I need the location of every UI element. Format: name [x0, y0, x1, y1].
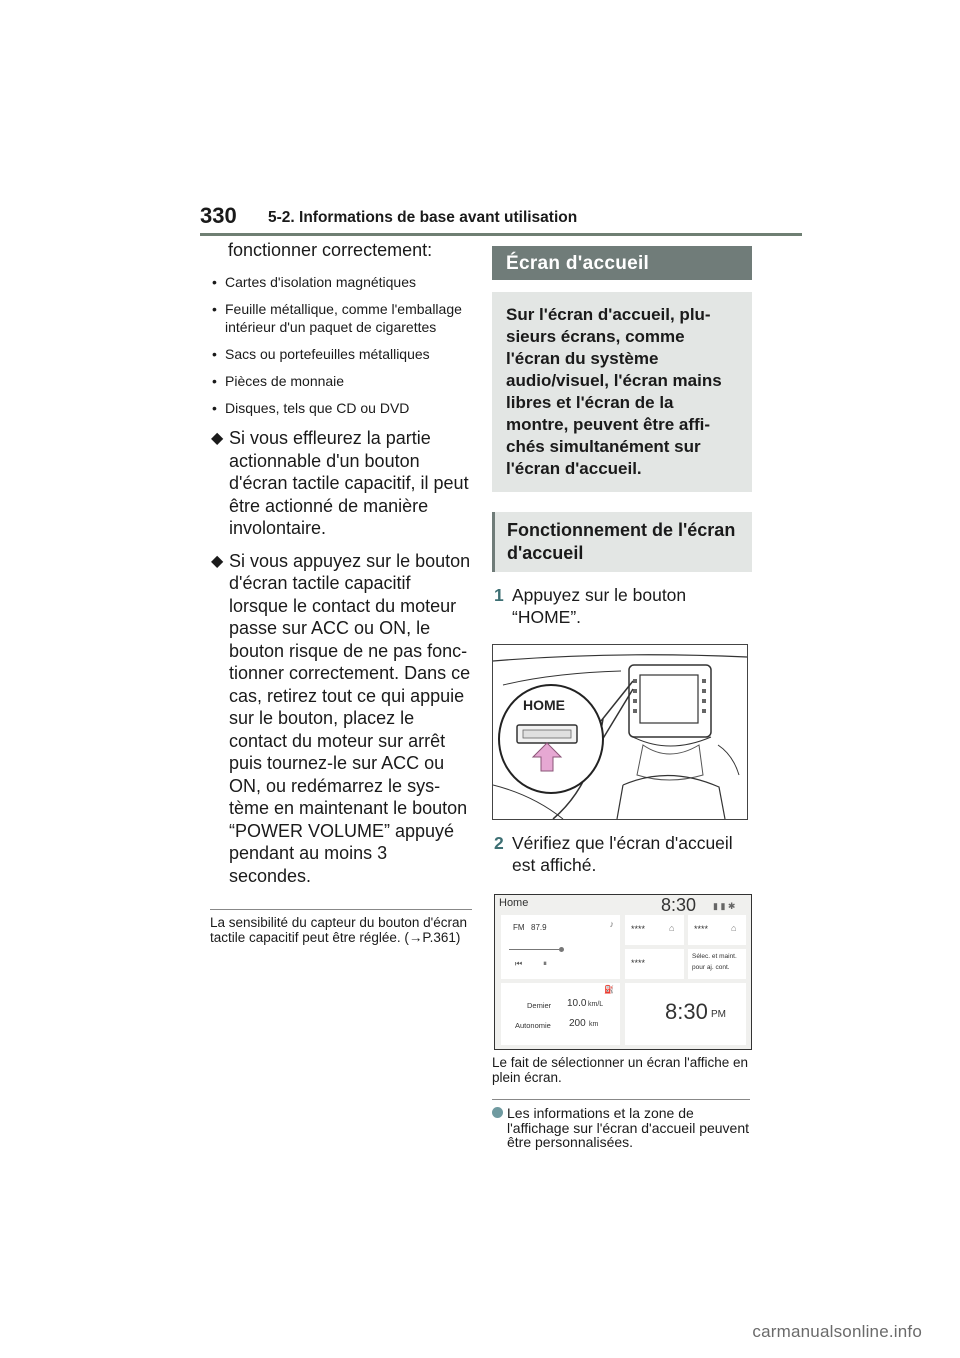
audio-tile[interactable]: [501, 915, 620, 979]
box-title: Écran d'accueil: [492, 246, 752, 280]
figure-caption: Le fait de sélectionner un écran l'affiche en plein écran.: [492, 1055, 748, 1085]
autonomie-label: Autonomie: [515, 1021, 551, 1030]
autonomie-unit: km: [589, 1021, 599, 1028]
diamond-text: Si vous effleurez la partie actionnable d'un bouton d'écran tactile capacitif, il peut être actionné de manière involontaire.: [229, 428, 469, 538]
contact-tile[interactable]: [688, 915, 746, 945]
fm-frequency: 87.9: [531, 923, 547, 932]
house-icon: ⌂: [669, 923, 675, 933]
step-text: Vérifiez que l'écran d'accueil est affiché.: [512, 833, 733, 875]
box-body: Sur l'écran d'accueil, plu- sieurs écrans, comme l'écran du système audio/visuel, l'écran mains libres et l'écran de la montre, peuvent être affi- chés simultanément sur l'écran d'accueil.: [492, 292, 752, 492]
autonomie-value: 200: [569, 1018, 586, 1029]
subheading: Fonctionnement de l'écran d'accueil: [492, 512, 752, 572]
contact-tile[interactable]: [625, 949, 684, 979]
bullet-item: • Sacs ou portefeuilles métalliques: [210, 345, 472, 363]
footer-watermark: carmanualsonline.info: [752, 1322, 922, 1341]
info-rule: [492, 1099, 750, 1100]
home-screen-figure: [494, 894, 752, 1050]
clock-pm: PM: [711, 1009, 726, 1020]
music-icon: ♪: [609, 919, 614, 929]
house-icon: ⌂: [731, 923, 737, 933]
bullet-item: • Disques, tels que CD ou DVD: [210, 399, 472, 417]
contact-stars: ****: [631, 924, 646, 934]
step-text: Appuyez sur le bouton “HOME”.: [512, 585, 687, 627]
clock-time: 8:30: [665, 999, 708, 1024]
add-contact-tile[interactable]: [688, 949, 746, 979]
info-text: Les informations et la zone de l'affichage sur l'écran d'accueil peuvent être personnalisées.: [507, 1105, 750, 1150]
diamond-bullet-icon: ◆: [211, 430, 224, 447]
diamond-item: [210, 427, 472, 540]
dernier-unit: km/L: [588, 1001, 604, 1008]
step-1: [492, 584, 752, 628]
dashboard-illustration: [493, 645, 747, 819]
audio-progress-bar: [509, 949, 559, 950]
contact-stars: ****: [631, 958, 646, 968]
bullet-list: [210, 273, 472, 417]
diamond-text: Si vous appuyez sur le bouton d'écran tactile capacitif lorsque le contact du moteur passe sur ACC ou ON, le bouton risque de ne pas fonc- tionner correctement. Dans ce cas, retirez tout ce qui appuie sur le bouton, placez le contact du moteur sur arrêt puis tournez-le sur ACC ou ON, ou redémarrez le sys- tème en maintenant le bouton “POWER VOLUME” appuyé pendant au moins 3 secondes.: [229, 550, 471, 886]
fuel-icon: ⛽: [604, 985, 614, 994]
pause-icon[interactable]: ⏸: [543, 959, 547, 968]
bullet-item: • Feuille métallique, comme l'emballage intérieur d'un paquet de cigarettes: [210, 300, 472, 336]
fuel-tile[interactable]: [501, 983, 620, 1045]
dernier-label: Demier: [527, 1001, 552, 1010]
page-number: 330: [200, 203, 237, 228]
right-column: [492, 246, 752, 1150]
info-bullet-icon: [492, 1107, 503, 1118]
bullet-item: • Pièces de monnaie: [210, 372, 472, 390]
note-rule: [210, 909, 472, 910]
diamond-item: [210, 550, 472, 888]
header-rule: [200, 233, 802, 236]
step-2: [492, 832, 752, 876]
clock-tile[interactable]: [625, 983, 746, 1045]
home-title: Home: [499, 897, 529, 909]
signal-icon: ▮ ▮ ✱: [713, 901, 736, 911]
select-label: Sélec. et maint.: [692, 953, 737, 960]
note-text: La sensibilité du capteur du bouton d'écran tactile capacitif peut être réglée. (→P.361): [210, 915, 468, 945]
contact-tile[interactable]: [625, 915, 684, 945]
fm-label: FM: [513, 923, 525, 932]
contact-stars: ****: [694, 924, 709, 934]
section-title: 5-2. Informations de base avant utilisation: [268, 209, 578, 226]
hold-label: pour aj. cont.: [692, 964, 730, 971]
dashboard-figure: [492, 644, 748, 820]
info-item: [492, 1106, 752, 1150]
home-button-label: HOME: [523, 697, 565, 713]
previous-track-icon[interactable]: ⏮: [515, 959, 523, 968]
diamond-bullet-icon: ◆: [211, 552, 224, 570]
audio-progress-knob: [559, 947, 564, 952]
step-number: 1: [494, 585, 504, 605]
page-header: [200, 203, 800, 237]
left-column: [210, 240, 472, 945]
step-number: 2: [494, 833, 504, 853]
bullet-item: • Cartes d'isolation magnétiques: [210, 273, 472, 291]
continuation-text: fonctionner correctement:: [228, 240, 433, 260]
dernier-value: 10.0: [567, 998, 587, 1009]
status-time: 8:30: [661, 895, 697, 915]
